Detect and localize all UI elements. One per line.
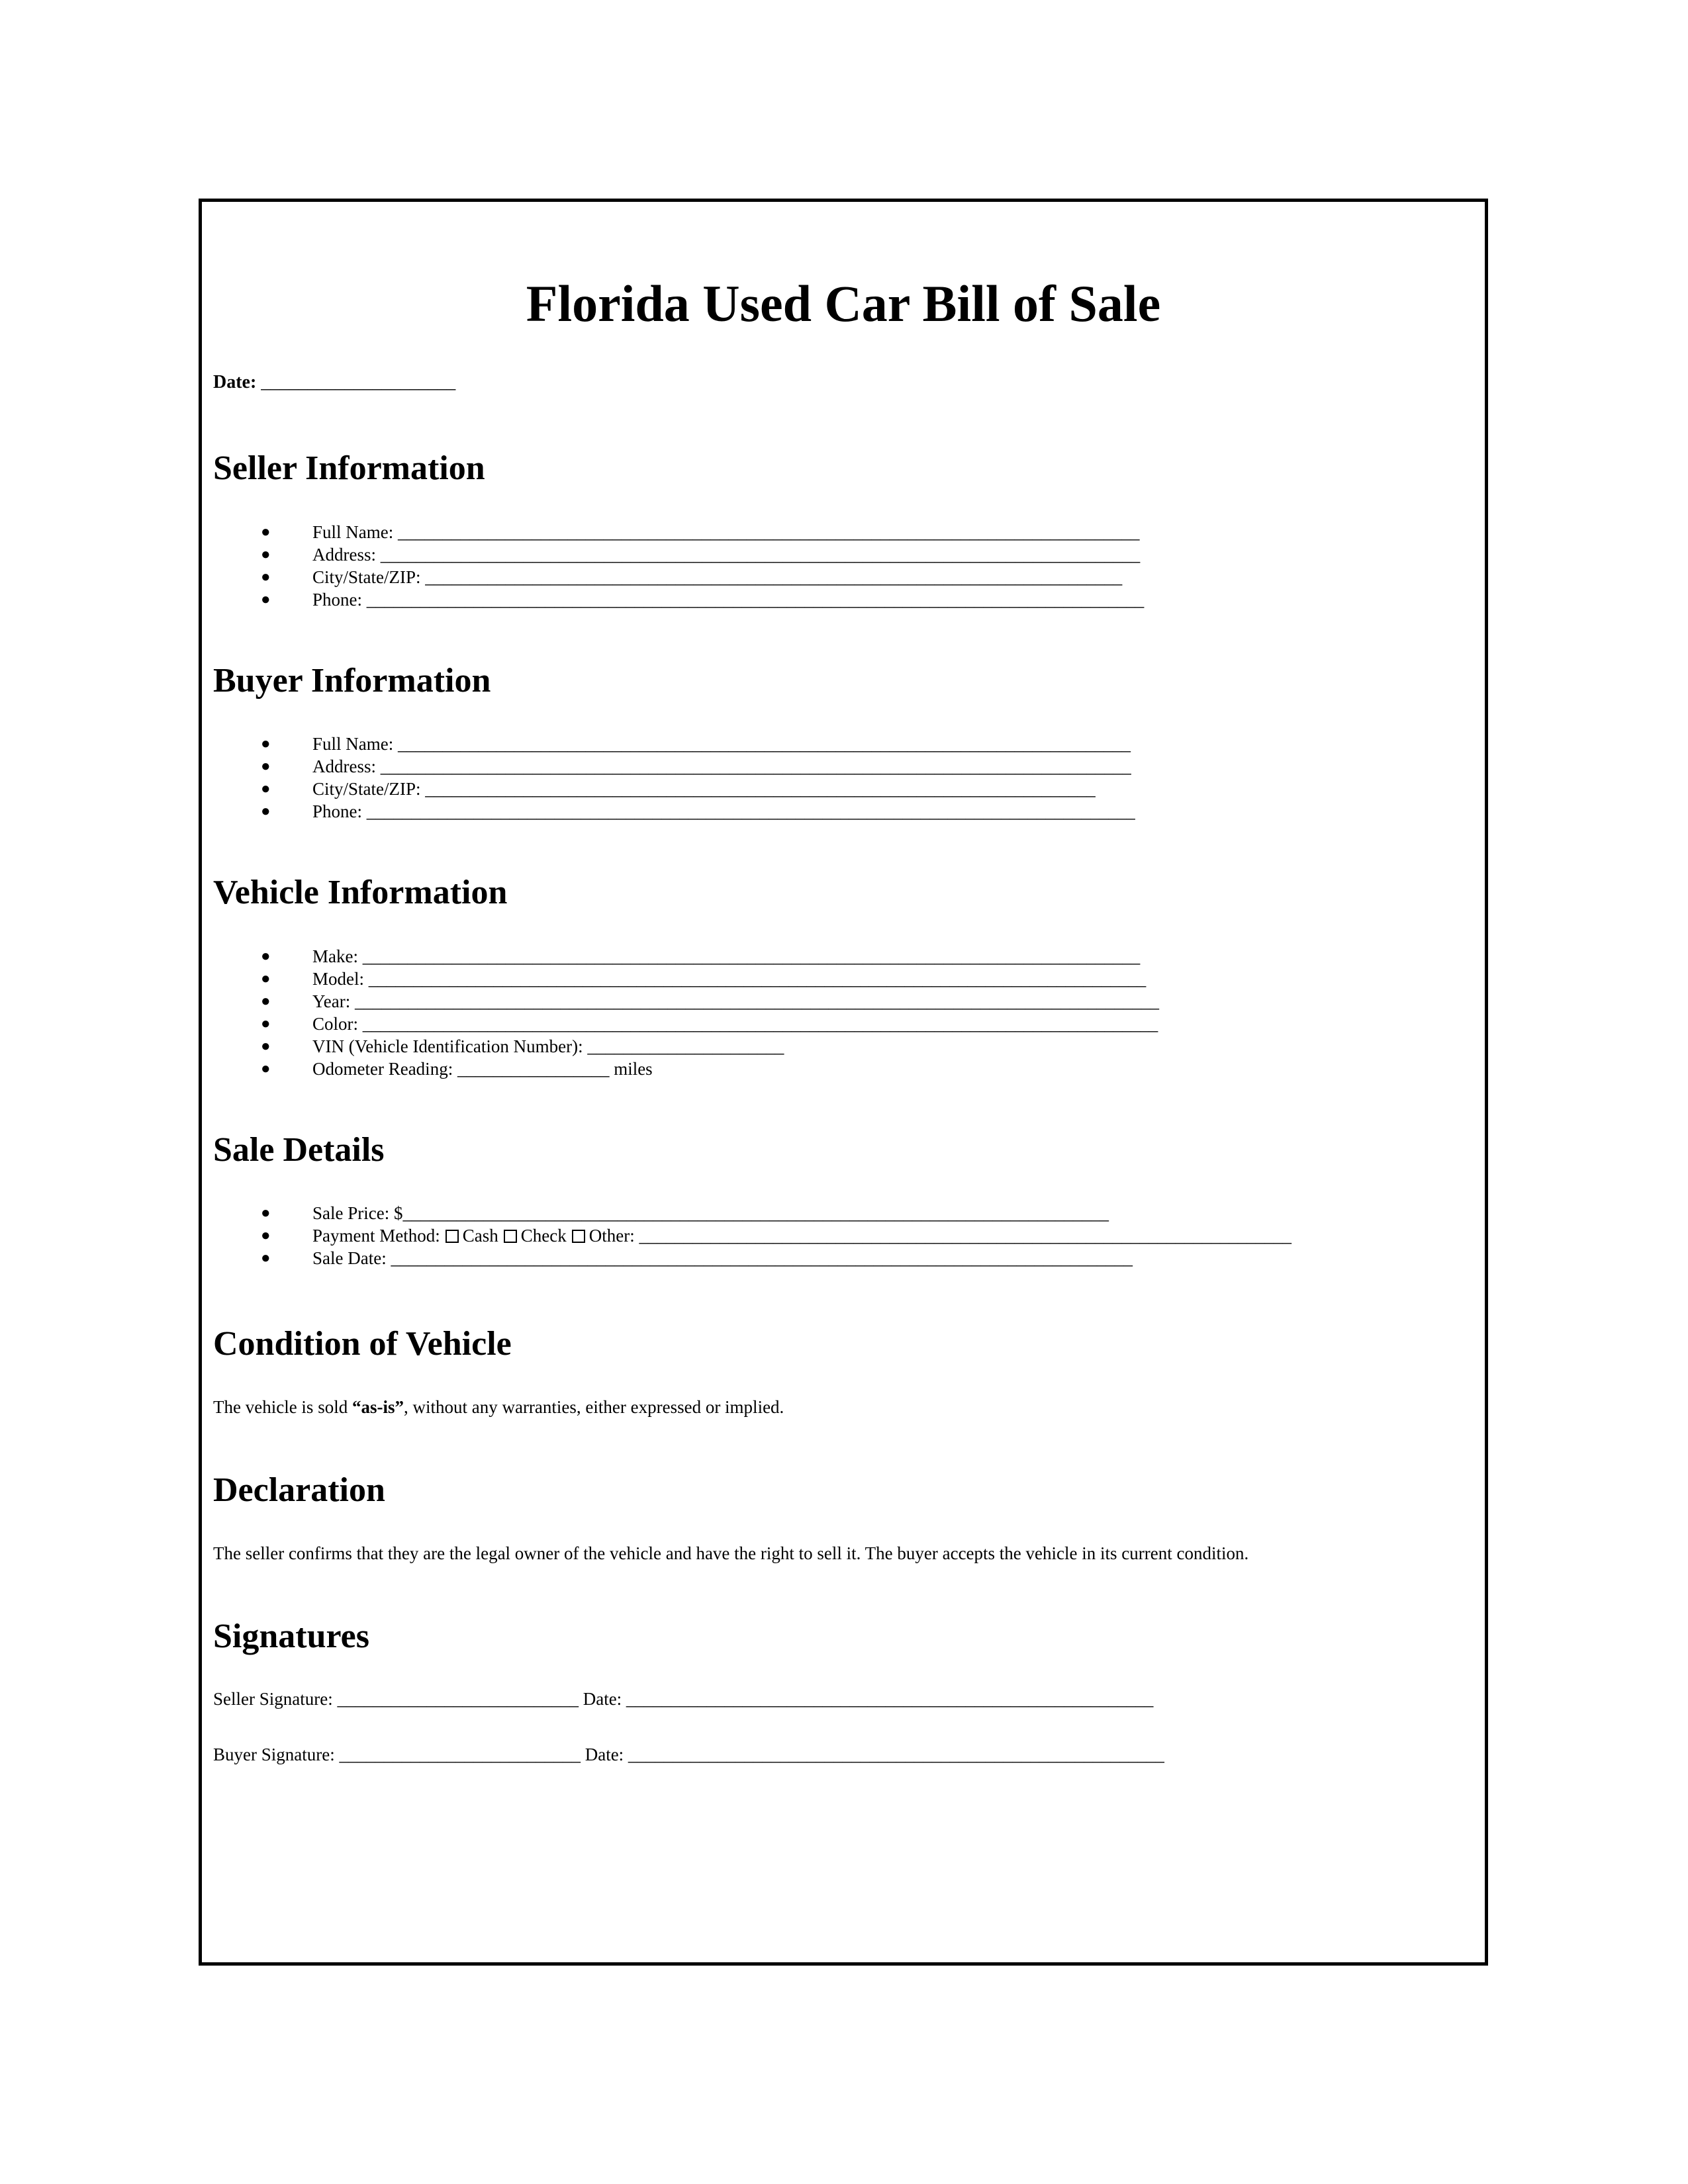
seller-list [213,521,1144,611]
bullet-icon: ● [261,1227,271,1244]
bullet-icon: ● [261,523,271,541]
buyer-phone-field[interactable]: ● Phone: ______________________________________________________________________________________ [261,801,1135,821]
seller-address-field[interactable]: ● Address: _____________________________________________________________________________________ [261,545,1141,565]
vehicle-model-field[interactable]: ● Model: _______________________________________________________________________________________ [261,969,1147,989]
vehicle-year-field[interactable]: ● Year: __________________________________________________________________________________________ [261,991,1160,1011]
cash-option-label: Cash [462,1226,498,1246]
signatures-heading: Signatures [213,1617,369,1655]
sale-date-field[interactable]: ● Sale Date: ___________________________________________________________________________________ [261,1248,1133,1268]
date-blank[interactable]: _____________________ [261,372,456,392]
seller-full-name-field[interactable]: ● Full Name: ___________________________________________________________________________________ [261,522,1140,542]
bullet-icon: ● [261,1060,271,1077]
sale-heading: Sale Details [213,1131,385,1169]
bullet-icon: ● [261,970,271,987]
buyer-list [213,733,1135,823]
buyer-city-state-zip-field[interactable]: ● City/State/ZIP: ___________________________________________________________________________ [261,779,1096,799]
vehicle-color-field[interactable]: ● Color: _________________________________________________________________________________________ [261,1014,1158,1034]
sale-price-field[interactable]: ● Sale Price: $_______________________________________________________________________________ [261,1203,1109,1223]
condition-heading: Condition of Vehicle [213,1325,512,1363]
vehicle-make-field[interactable]: ● Make: _______________________________________________________________________________________ [261,946,1141,966]
bullet-icon: ● [261,546,271,563]
buyer-address-field[interactable]: ● Address: ____________________________________________________________________________________ [261,756,1131,776]
vehicle-vin-field[interactable]: ● VIN (Vehicle Identification Number): ______________________ [261,1036,784,1056]
buyer-signature-line[interactable]: Buyer Signature: ___________________________ Date: ____________________________________________________________ [213,1745,1164,1764]
bullet-icon: ● [261,735,271,752]
payment-method-label: Payment Method: [312,1226,440,1246]
cash-checkbox[interactable] [445,1230,459,1243]
vehicle-odometer-field[interactable]: ● Odometer Reading: _________________ miles [261,1059,653,1079]
condition-text: The vehicle is sold “as-is”, without any warranties, either expressed or implied. [213,1397,784,1417]
declaration-text: The seller confirms that they are the legal owner of the vehicle and have the right to sell it. The buyer accepts the vehicle in its current condition. [213,1543,1249,1563]
bullet-icon: ● [261,1250,271,1267]
bullet-icon: ● [261,780,271,797]
bullet-icon: ● [261,1038,271,1055]
document-title: Florida Used Car Bill of Sale [526,275,1161,332]
seller-heading: Seller Information [213,449,485,487]
payment-method-field [213,1224,1291,1247]
bullet-icon: ● [261,803,271,820]
buyer-heading: Buyer Information [213,662,491,700]
declaration-heading: Declaration [213,1471,385,1509]
bullet-icon: ● [261,993,271,1010]
seller-city-state-zip-field[interactable]: ● City/State/ZIP: ______________________________________________________________________________ [261,567,1123,587]
bullet-icon: ● [261,1205,271,1222]
vehicle-list [213,945,1159,1080]
document-date-field[interactable] [213,373,455,392]
bullet-icon: ● [261,758,271,775]
other-checkbox[interactable] [572,1230,585,1243]
check-checkbox[interactable] [504,1230,517,1243]
bullet-icon: ● [261,591,271,608]
bullet-icon: ● [261,948,271,965]
bullet-icon: ● [261,1015,271,1032]
vehicle-heading: Vehicle Information [213,874,508,911]
seller-phone-field[interactable]: ● Phone: _______________________________________________________________________________________ [261,590,1145,610]
sale-list [213,1202,1291,1269]
seller-signature-line[interactable]: Seller Signature: ___________________________ Date: ___________________________________________________________ [213,1689,1154,1709]
other-option-field[interactable]: Other: _________________________________________________________________________ [588,1226,1291,1246]
bullet-icon: ● [261,569,271,586]
buyer-full-name-field[interactable]: ● Full Name: __________________________________________________________________________________ [261,734,1131,754]
date-label: Date: [213,372,257,392]
check-option-label: Check [520,1226,567,1246]
